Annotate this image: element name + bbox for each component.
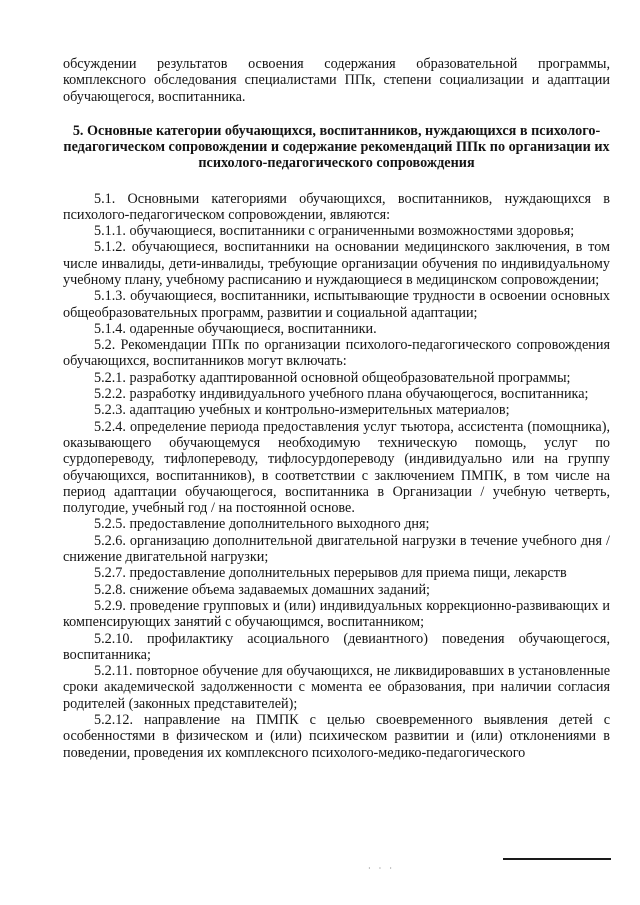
paragraph-5-1-2: 5.1.2. обучающиеся, воспитанники на основании медицинского заключения, в том числе инвалиды, дети-инвалиды, требующие организации обучения по индивидуальному учебному плану, учебному расписанию и нуждающиеся в медицинском сопровождении; [63,239,610,288]
paragraph-5-1-1: 5.1.1. обучающиеся, воспитанники с ограниченными возможностями здоровья; [94,223,575,240]
paragraph-5-2-11: 5.2.11. повторное обучение для обучающихся, не ликвидировавших в установленные сроки академической задолженности с момента ее образования, при наличии согласия родителей (законных представителей); [63,663,610,712]
paragraph-5-2-10: 5.2.10. профилактику асоциального (девиантного) поведения обучающегося, воспитанника; [63,630,610,663]
section-heading: 5. Основные категории обучающихся, воспитанников, нуждающихся в психолого-педагогическом сопровождении и содержание рекомендаций ППк по организации их психолого-педагогического сопровождения [63,122,610,172]
paragraph-5-1-4: 5.1.4. одаренные обучающиеся, воспитанники. [94,320,377,337]
paragraph-5-2-7: 5.2.7. предоставление дополнительных перерывов для приема пищи, лекарств [94,565,567,582]
paragraph-5-2-9: 5.2.9. проведение групповых и (или) индивидуальных коррекционно-развивающих и компенсирующих занятий с обучающимся, воспитанником; [63,597,610,631]
paragraph-5-1: 5.1. Основными категориями обучающихся, воспитанников, нуждающихся в психолого-педагогическом сопровождении, являются: [63,190,610,223]
paragraph-5-2-8: 5.2.8. снижение объема задаваемых домашних заданий; [94,581,430,598]
paragraph-5-2-6: 5.2.6. организацию дополнительной двигательной нагрузки в течение учебного дня / снижение двигательной нагрузки; [63,532,610,566]
paragraph-5-1-3: 5.1.3. обучающиеся, воспитанники, испытывающие трудности в освоении основных общеобразовательных программ, развитии и социальной адаптации; [63,288,610,321]
paragraph-5-2-2: 5.2.2. разработку индивидуального учебного плана обучающегося, воспитанника; [94,386,589,403]
intro-paragraph: обсуждении результатов освоения содержания образовательной программы, комплексного обследования специалистами ППк, степени социализации и адаптации обучающегося, воспитанника. [63,56,610,105]
paragraph-5-2-1: 5.2.1. разработку адаптированной основной общеобразовательной программы; [94,369,571,386]
paragraph-5-2-5: 5.2.5. предоставление дополнительного выходного дня; [94,516,430,533]
paragraph-5-2-12: 5.2.12. направление на ПМПК с целью своевременного выявления детей с особенностями в физическом и (или) психическом развитии и (или) отклонениями в поведении, проведения их комплексного психолого-медико-педагогического [63,712,610,761]
paragraph-5-2: 5.2. Рекомендации ППк по организации психолого-педагогического сопровождения обучающихся, воспитанников могут включать: [63,337,610,370]
paragraph-5-2-3: 5.2.3. адаптацию учебных и контрольно-измерительных материалов; [94,402,510,419]
scan-specks: · · · [368,864,395,873]
document-body [63,56,610,761]
paragraph-5-2-4: 5.2.4. определение периода предоставления услуг тьютора, ассистента (помощника), оказывающего обучающемуся необходимую техническую помощь, услуг по сурдопереводу, тифлопереводу, тифлосурдопереводу (индивидуально или на группу обучающихся, воспитанников), в соответствии с заключением ПМПК, в том числе на период адаптации обучающегося, воспитанника в Организации / учебную четверть, полугодие, учебный год / на постоянной основе. [63,418,610,517]
footer-rule [503,858,611,860]
